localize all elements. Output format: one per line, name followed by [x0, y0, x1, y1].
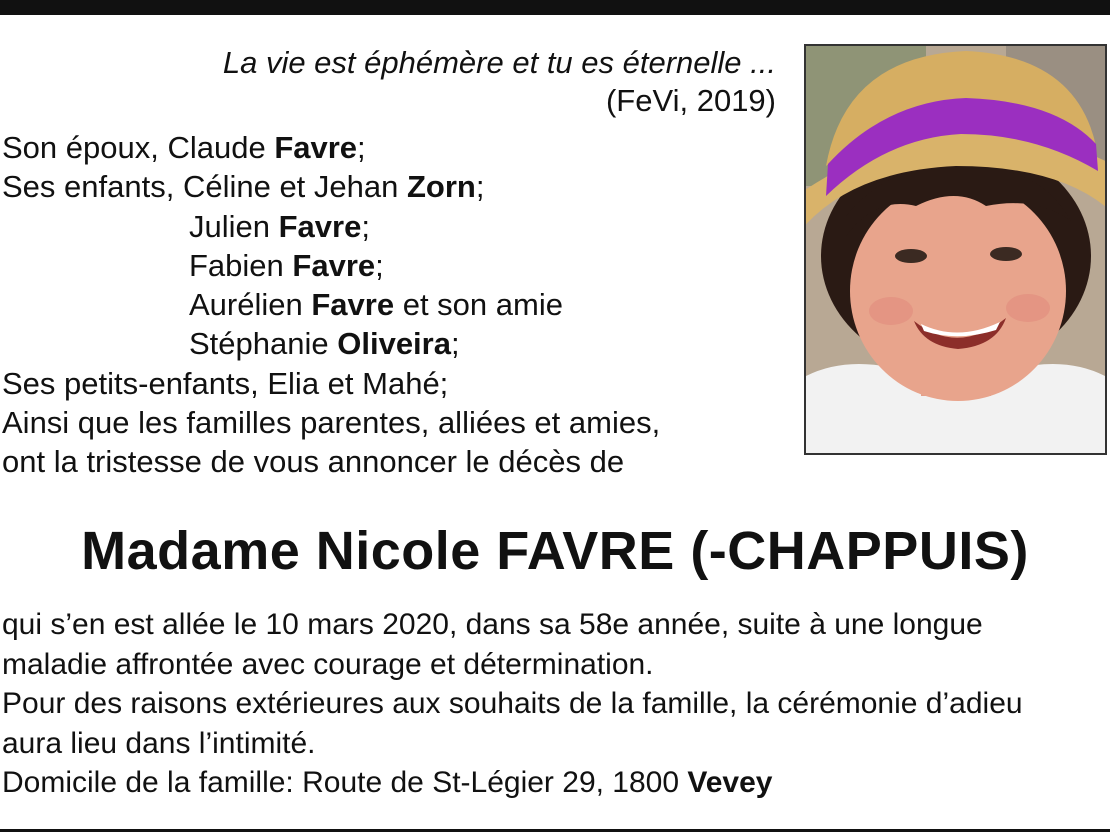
family-text: Aurélien	[189, 287, 312, 323]
domicile-line	[2, 763, 1108, 803]
family-text: et son amie	[394, 287, 563, 323]
announcement-details	[2, 605, 1108, 803]
family-text: Ses enfants, Céline et Jehan	[2, 169, 407, 205]
portrait-illustration	[806, 46, 1105, 453]
family-surname: Favre	[278, 208, 362, 244]
family-text: ;	[475, 169, 485, 205]
family-announcement: ont la tristesse de vous annoncer le décès de	[2, 444, 625, 480]
family-text: ;	[450, 326, 460, 362]
family-child-fabien	[2, 246, 660, 285]
top-rule	[0, 0, 1110, 15]
family-surname: Zorn	[406, 169, 476, 205]
details-line: aura lieu dans l’intimité.	[2, 726, 316, 760]
family-text: ;	[375, 247, 384, 283]
epigraph	[223, 44, 776, 120]
family-surname: Favre	[274, 130, 358, 165]
family-child-aurelien	[2, 285, 660, 324]
epigraph-source: (FeVi, 2019)	[605, 83, 776, 118]
family-list	[2, 128, 660, 482]
family-text: ;	[357, 130, 366, 165]
family-surname: Favre	[311, 287, 395, 323]
family-partner-stephanie	[2, 324, 660, 363]
details-line: Pour des raisons extérieures aux souhaits de la famille, la cérémonie d’adieu	[2, 687, 1023, 720]
family-text: Son époux, Claude	[2, 130, 275, 165]
family-grandchildren: Ses petits-enfants, Elia et Mahé;	[2, 365, 449, 401]
details-line: qui s’en est allée le 10 mars 2020, dans sa 58e année, suite à une longue	[2, 608, 983, 641]
portrait-photo	[804, 44, 1107, 455]
family-surname: Oliveira	[337, 326, 451, 362]
family-child-julien	[2, 207, 660, 246]
family-text: Julien	[189, 208, 279, 244]
family-text: Fabien	[189, 247, 293, 283]
domicile-address: Domicile de la famille: Route de St-Légier 29, 1800	[2, 766, 688, 799]
family-spouse	[2, 128, 660, 167]
deceased-name: Madame Nicole FAVRE (-CHAPPUIS)	[81, 521, 1029, 581]
details-line: maladie affrontée avec courage et détermination.	[2, 647, 654, 681]
family-relatives: Ainsi que les familles parentes, alliées et amies,	[2, 405, 661, 441]
family-text: Stéphanie	[189, 326, 338, 362]
family-surname: Favre	[292, 247, 376, 283]
family-text: ;	[361, 208, 370, 244]
family-children	[2, 167, 660, 206]
epigraph-quote: La vie est éphémère et tu es éternelle ...	[222, 45, 776, 80]
domicile-city: Vevey	[687, 766, 773, 799]
bottom-rule	[0, 829, 1110, 832]
